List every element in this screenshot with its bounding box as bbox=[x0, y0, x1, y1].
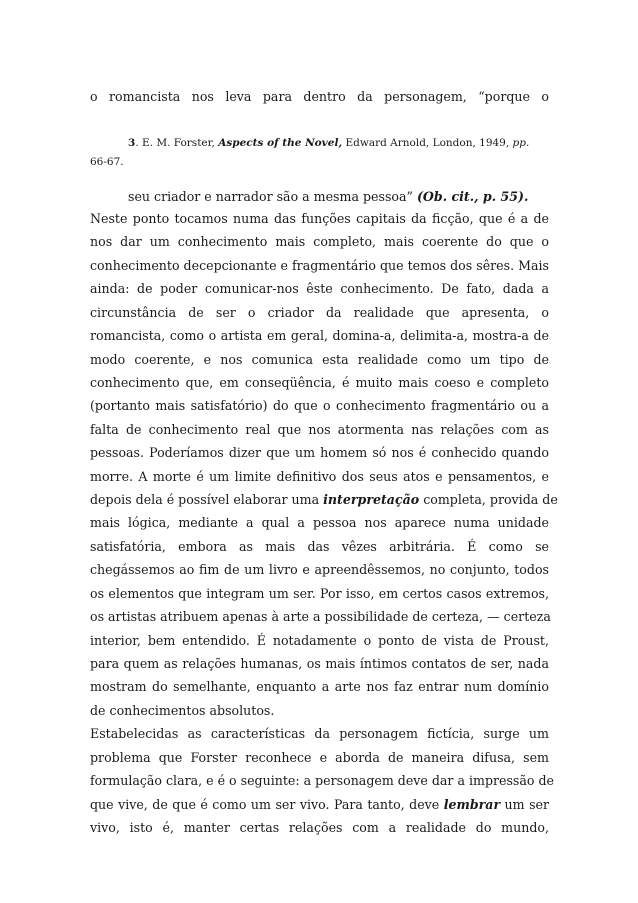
body-line: falta de conhecimento real que nos atormenta nas relações com as bbox=[90, 422, 549, 437]
body-line: nos dar um conhecimento mais completo, mais coerente do que o bbox=[90, 234, 549, 249]
body-line: conhecimento decepcionante e fragmentário que temos dos sêres. Mais bbox=[90, 258, 549, 273]
interp-emph: interpretação bbox=[323, 492, 420, 507]
body-line: morre. A morte é um limite definitivo dos seus atos e pensamentos, e bbox=[90, 469, 549, 484]
footnote bbox=[128, 137, 549, 149]
lembrar-line bbox=[90, 797, 549, 812]
body-line: interior, bem entendido. É notadamente o ponto de vista de Proust, bbox=[90, 633, 549, 648]
interp-after: completa, provida de bbox=[419, 492, 558, 507]
lembrar-after: um ser bbox=[500, 797, 550, 812]
body-line: circunstância de ser o criador da realidade que apresenta, o bbox=[90, 305, 549, 320]
body-line: formulação clara, e é o seguinte: a personagem deve dar a impressão de bbox=[90, 773, 555, 788]
body-line: pessoas. Poderíamos dizer que um homem só nos é conhecido quando bbox=[90, 445, 549, 460]
body-line: os artistas atribuem apenas à arte a possibilidade de certeza, — certeza bbox=[90, 609, 551, 624]
interp-before: depois dela é possível elaborar uma bbox=[90, 492, 324, 507]
body-line: (portanto mais satisfatório) do que o conhecimento fragmentário ou a bbox=[90, 398, 549, 413]
top-line: o romancista nos leva para dentro da personagem, “porque o bbox=[90, 89, 549, 104]
body-line: para quem as relações humanas, os mais íntimos contatos de ser, nada bbox=[90, 656, 549, 671]
body-line: satisfatória, embora as mais das vêzes arbitrária. É como se bbox=[90, 539, 549, 554]
body-line: os elementos que integram um ser. Por isso, em certos casos extremos, bbox=[90, 586, 549, 601]
footnote-pages-abbr: pp. bbox=[512, 137, 530, 149]
body-line: romancista, como o artista em geral, domina-a, delimita-a, mostra-a de bbox=[90, 328, 549, 343]
body-line: Estabelecidas as características da personagem fictícia, surge um bbox=[90, 726, 549, 741]
body-line: chegássemos ao fim de um livro e apreendêssemos, no conjunto, todos bbox=[90, 562, 549, 577]
lembrar-before: que vive, de que é como um ser vivo. Para tanto, deve bbox=[90, 797, 444, 812]
footnote-number: 3 bbox=[128, 137, 136, 149]
body-line: modo coerente, e nos comunica esta realidade como um tipo de bbox=[90, 352, 549, 367]
body-line: de conhecimentos absolutos. bbox=[90, 703, 275, 718]
body-line: problema que Forster reconhece e aborda de maneira difusa, sem bbox=[90, 750, 549, 765]
body-line: ainda: de poder comunicar-nos êste conhecimento. De fato, dada a bbox=[90, 281, 549, 296]
body-line: Neste ponto tocamos numa das funções capitais da ficção, que é a de bbox=[90, 211, 549, 226]
footnote-publisher: Edward Arnold, London, 1949, bbox=[345, 137, 510, 149]
quote-text: seu criador e narrador são a mesma pessoa” bbox=[128, 189, 413, 204]
footnote-author: . E. M. Forster, bbox=[135, 137, 215, 149]
body-line: mais lógica, mediante a qual a pessoa nos aparece numa unidade bbox=[90, 515, 549, 530]
final-line: vivo, isto é, manter certas relações com a realidade do mundo, bbox=[90, 820, 549, 835]
interpretacao-line bbox=[90, 492, 558, 507]
footnote-title: Aspects of the Novel, bbox=[218, 137, 343, 149]
lembrar-emph: lembrar bbox=[443, 797, 501, 812]
footnote-pages: 66-67. bbox=[90, 156, 124, 168]
quote-line bbox=[128, 189, 549, 204]
quote-citation: (Ob. cit., p. 55). bbox=[416, 189, 529, 204]
body-line: mostram do semelhante, enquanto a arte nos faz entrar num domínio bbox=[90, 679, 549, 694]
body-line: conhecimento que, em conseqüência, é muito mais coeso e completo bbox=[90, 375, 549, 390]
